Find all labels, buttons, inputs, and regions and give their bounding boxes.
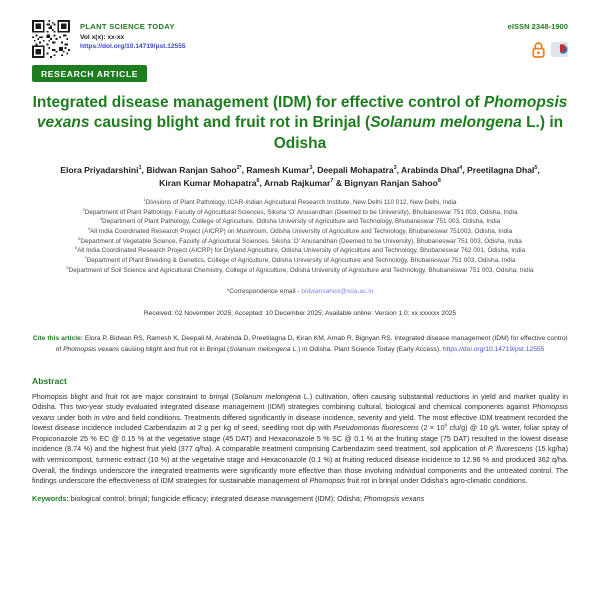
author-list: Elora Priyadarshini$^1$, Bidwan Ranjan Sahoo$^{2*}$, Ramesh Kumar$^3$, Deepali Mohapatra$^3$, Arabinda Dhal$^4$, Preetilagna Dhal$^5$, Kiran Kumar Mohapatra$^6$, Arnab Rajkumar$^7$ & Bignyan Ranjan Sahoo$^8$ xyxy=(60,165,540,188)
header-icons xyxy=(508,41,568,58)
affiliation-line: $^4$All India Coordinated Research Project (AICRP) on Mushroom, Odisha University of Agriculture and Technology, Bhubaneswar 751003, Odisha, India xyxy=(87,225,513,236)
article-dates: Received: 02 November 2025; Accepted: 10 December 2025; Available online: Version 1.0: xx xxxxxx 2025 xyxy=(143,310,457,318)
article-title: Integrated disease management (IDM) for effective control of Phomopsis vexans causing blight and fruit rot in Brinjal (Solanum melongena L.) in Odisha xyxy=(32,94,568,152)
open-access-lock-icon xyxy=(532,41,545,58)
journal-name: PLANT SCIENCE TODAY xyxy=(80,22,175,31)
header-right xyxy=(508,20,568,58)
abstract-heading: Abstract xyxy=(32,375,67,386)
keywords-line: Keywords: biological control; brinjal; fungicide efficacy; integrated disease management (IDM); Odisha; Phomopsis vexans xyxy=(32,493,425,503)
affiliation-line: $^7$Department of Plant Breeding & Genetics, College of Agriculture, Odisha University of Agriculture and Technology, Bhubaneswar 751 003, Odisha, India xyxy=(84,254,516,264)
crossmark-icon[interactable] xyxy=(551,42,568,57)
correspondence-line[interactable]: *Correspondence email - bidwansahoo@soa.ac.in xyxy=(226,288,374,296)
qr-code-icon xyxy=(32,20,70,58)
abstract-text: Phomopsis blight and fruit rot are major constraint to brinjal (Solanum melongena L.) cultivation, often causing substantial reductions in yield and market quality in Odisha. This two-year study evaluated integrated disease management (IDM) strategies combining cultural, biological and chemical components against Phomopsis vexans under both in vitro and field conditions. Treatments differed significantly in disease incidence, severity and yield. The most effective IDM treatment recorded the lowest disease incidence included Carbendazim at 2 g per kg of seed, seedling root dip with Pseudomonas fluorescens ($2 \times 10^8$ cfu/g) @ 10 g/L water, foliar spray of Propiconazole 25 % EC @ 0.15 % at the vegetative stage (45 DAT) and Hexaconazole 5 % SC @ 0.1 % at the fruiting stage (75 DAT) resulted in the lowest disease incidence (8.74 %) and the highest fruit yield (377 q/ha). A comparable treatment comprising Carbendazim seed treatment, soil application of P. fluorescens (15 kg/ha) with vermicompost, turmeric extract (10 %) at the vegetative stage and Hexaconazole (0.1 %) at fruiting reduced disease incidence to 12.96 % and produced 362 q/ha. Overall, the findings underscore the integrated treatments were significantly more effective than those involving individual components and the untreated control. The findings underscore the effectiveness of IDM strategies for sustainable management of Phomopsis fruit rot in brinjal under Odisha's agro-climatic conditions. xyxy=(32,391,568,486)
affiliation-line: $^3$Department of Plant Pathology, College of Agriculture, Odisha University of Agriculture and Technology, Bhubaneswar 751 003, Odisha, India xyxy=(99,216,501,226)
eissn-label: eISSN 2348-1900 xyxy=(507,22,568,31)
affiliation-line: $^6$All India Coordinated Research Project (AICRP) for Dryland Agriculture, Odisha University of Agriculture and Technology, Bhubaneswar 762 001, Odisha, India xyxy=(74,245,526,255)
affiliation-line: $^8$Department of Soil Science and Agricultural Chemistry, College of Agriculture, Odisha University of Agriculture and Technology, Bhubaneswar 751 003, Odisha, India xyxy=(66,264,534,274)
affiliation-line: $^5$Department of Vegetable Science, Faculty of Agricultural Sciences, Siksha 'O' Anusandhan (Deemed to be University), Bhubaneswar 751 003, Odisha, India xyxy=(78,235,522,245)
volume-line: Vol x(x): xx-xx xyxy=(80,33,125,41)
journal-header xyxy=(32,20,568,58)
affiliation-line: $^1$Divisions of Plant Pathology, ICAR-Indian Agricultural Research Institute, New Delhi 110 012, New Delhi, India xyxy=(143,197,457,207)
journal-meta xyxy=(80,20,508,50)
citation-block: Cite this article: Elora P, Bidwan RS, Ramesh K, Deepali M, Arabinda D, Preetilagna D, Kiran KM, Arnab R, Bignyan RS. Integrated disease management (IDM) for effective control of Phomopsis vexans causing blight and fruit rot in Brinjal (Solanum melongena L.) in Odisha. Plant Science Today (Early Access). https://doi.org/10.14719/pst.12555 xyxy=(32,335,568,353)
article-type-badge: RESEARCH ARTICLE xyxy=(32,65,147,82)
affiliation-line: $^2$Department of Plant Pathology, Faculty of Agricultural Sciences, Siksha 'O' Anusandhan (Deemed to be University), Bhubaneswar 751 003, Odisha, India xyxy=(82,206,518,216)
header-doi-link[interactable]: https://doi.org/10.14719/pst.12555 xyxy=(80,43,186,50)
affiliations-block xyxy=(32,198,568,275)
